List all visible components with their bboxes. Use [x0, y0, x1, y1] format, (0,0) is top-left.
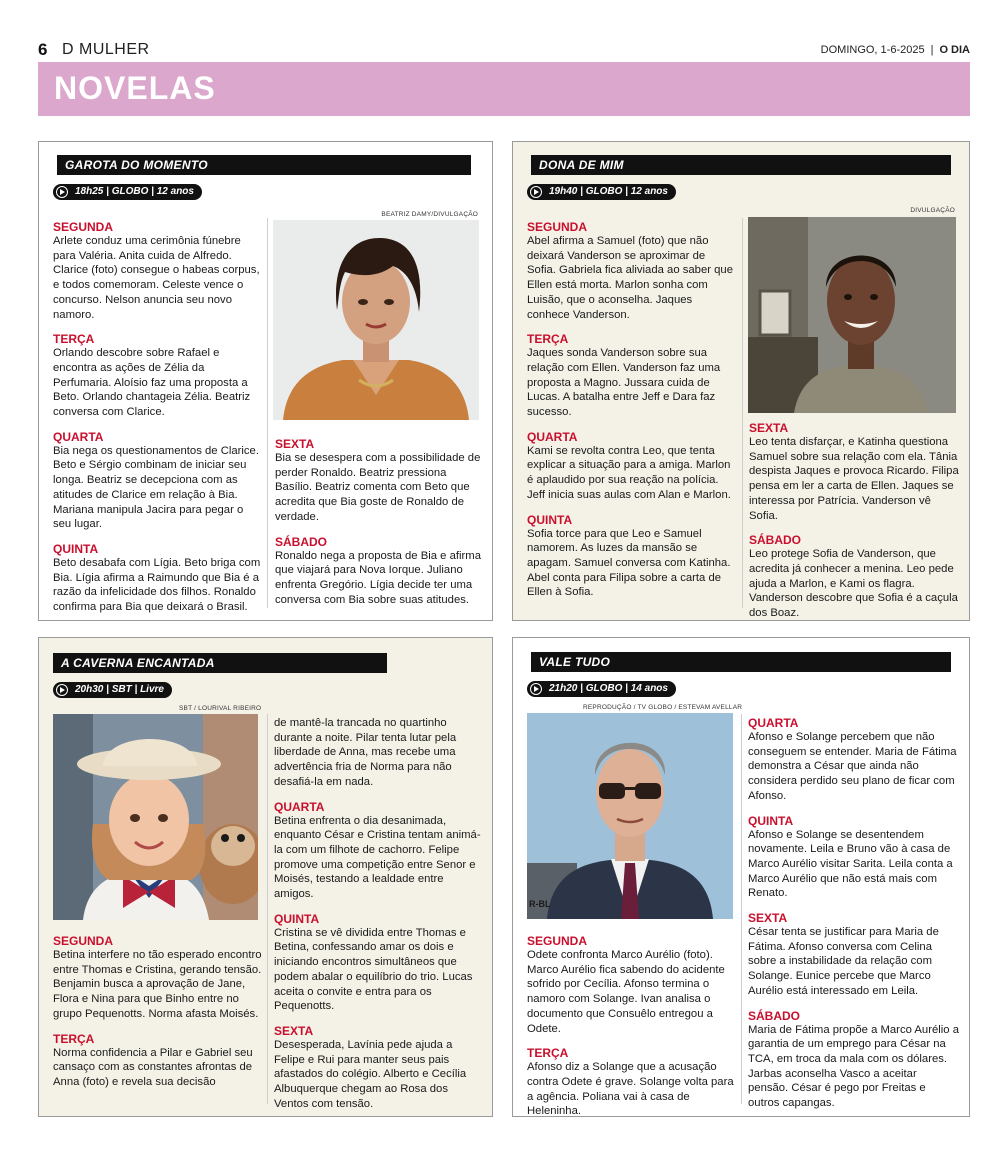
text-column-left — [53, 934, 263, 1090]
day-label: SEXTA — [274, 1023, 314, 1038]
day-label: SÁBADO — [275, 534, 328, 549]
day-label: TERÇA — [527, 1046, 569, 1061]
novela-box-a-caverna-encantada — [38, 637, 493, 1117]
portrait-man-sunglasses-icon — [527, 713, 733, 919]
column-divider — [741, 714, 742, 1104]
day-summary: Jaques sonda Vanderson sobre sua relação com Ellen. Vanderson faz uma proposta a Magno. Jussara cuida de Lucas. A batalha entre Jeff e Dara faz sucesso. — [527, 347, 721, 419]
text-column-left — [527, 934, 737, 1119]
novela-box-garota-do-momento — [38, 141, 493, 621]
broadcast-info — [527, 184, 676, 200]
day-label: SEXTA — [748, 911, 788, 926]
day-summary: Betina interfere no tão esperado encontro entre Thomas e Cristina, gerando tensão. Benjamin busca a aprovação de Jane, Flora e Nina para que Binho entre no grupo Pequenotts. Norma afasta Moisés. — [53, 949, 262, 1020]
day-label: TERÇA — [527, 332, 569, 347]
day-summary: Beto desabafa com Lígia. Beto briga com Bia. Lígia afirma a Raimundo que Bia é a razão da infelicidade dos filhos. Ronaldo confirma para Bia que deixará o Brasil. — [53, 556, 261, 614]
brand-name: O DIA — [939, 44, 970, 56]
photo-credit: BEATRIZ DAMY/DIVULGAÇÃO — [381, 211, 478, 218]
day-summary: Odete confronta Marco Aurélio (foto). Marco Aurélio fica sabendo do acidente sofrido por Cecília. Afonso termina o namoro com Solange. Ivan analisa o documento que Consuêlo entregou a Odete. — [527, 949, 725, 1035]
portrait-man-icon — [748, 217, 956, 413]
day-summary: Bia se desespera com a possibilidade de perder Ronaldo. Beatriz pressiona Basílio. Beatriz comenta com Beto que acredita que Bia goste de Ronaldo de verdade. — [275, 452, 481, 523]
broadcast-info-text: 18h25 | GLOBO | 12 anos — [75, 186, 194, 197]
day-summary-continued: de mantê-la trancada no quartinho durante a noite. Pilar tenta lutar pela liberdade de Anna, mas recebe uma advertência fria de Norma para não desafiá-la em nada. — [274, 717, 457, 788]
photo-credit: DIVULGAÇÃO — [910, 207, 955, 214]
day-label: TERÇA — [53, 1031, 95, 1046]
play-icon — [56, 684, 68, 696]
novela-title: DONA DE MIM — [531, 155, 951, 175]
broadcast-info — [53, 682, 172, 698]
day-summary: Norma confidencia a Pilar e Gabriel seu cansaço com as constantes afrontas de Anna (foto) e revela sua decisão — [53, 1046, 253, 1088]
novela-box-dona-de-mim — [512, 141, 970, 621]
photo-anna — [53, 714, 258, 920]
day-summary: César tenta se justificar para Maria de Fátima. Afonso conversa com Celina sobre a instabilidade da relação com Solange. Eunice percebe que Marco Aurélio está interessado em Leila. — [748, 926, 939, 997]
day-label: QUINTA — [748, 813, 794, 828]
day-label: QUARTA — [53, 429, 104, 444]
day-label: QUINTA — [527, 512, 573, 527]
day-summary: Bia nega os questionamentos de Clarice. Beto e Sérgio combinam de iniciar seu longa. Beatriz se decepciona com as atitudes de Clarice em relação à Bia. Mariana manipula Jacira para pegar o seu lugar. — [53, 444, 259, 531]
day-summary: Afonso e Solange se desentendem novamente. Leila e Bruno vão à casa de Marco Aurélio visitar Sarita. Leila conta a Marco Aurélio que não está mais com Renato. — [748, 828, 953, 900]
day-label: SEXTA — [749, 421, 789, 435]
column-divider — [267, 714, 268, 1104]
day-summary: Orlando descobre sobre Rafael e encontra as ações de Zélia da Perfumaria. Aloísio faz uma proposta a Beto. Orlando chantageia Zélia. Beatriz conversa com Clarice. — [53, 347, 251, 419]
day-summary: Ronaldo nega a proposta de Bia e afirma que viajará para Nova Iorque. Juliano enfrenta Gregório. Lígia decide ter uma conversa com Bia sobre suas atitudes. — [275, 549, 481, 606]
day-summary: Afonso diz a Solange que a acusação contra Odete é grave. Solange volta para a agência. Poliana vai à casa de Heleninha. — [527, 1061, 734, 1118]
day-summary: Leo protege Sofia de Vanderson, que acredita já conhecer a menina. Leo pede ajuda a Marlon, e Kami os flagra. Vanderson descobre que Sofia é a caçula dos Boaz. — [749, 548, 958, 620]
photo-marco-aurelio — [527, 713, 733, 919]
portrait-woman-icon — [273, 220, 479, 420]
day-summary: Betina enfrenta o dia desanimada, enquanto César e Cristina tentam animá-la com um filhote de cachorro. Felipe promove uma competição entre Senor e Moisés, testando a lealdade entre amigos. — [274, 814, 481, 901]
day-label: QUINTA — [53, 541, 99, 556]
photo-credit: SBT / LOURIVAL RIBEIRO — [179, 705, 262, 712]
day-label: SÁBADO — [748, 1008, 801, 1023]
portrait-girl-icon — [53, 714, 258, 920]
text-column-left — [527, 220, 737, 600]
play-icon — [530, 186, 542, 198]
photo-clarice — [273, 220, 479, 420]
day-summary: Desesperada, Lavínia pede ajuda a Felipe e Rui para manter seus pais afastados do colégio. Alberto e Cecília Albuquerque chegam ao Rosa dos Ventos com tensão. — [274, 1038, 467, 1110]
day-label: SEXTA — [275, 437, 315, 451]
day-label: QUINTA — [274, 911, 320, 926]
play-icon — [530, 683, 542, 695]
broadcast-info-text: 20h30 | SBT | Livre — [75, 684, 164, 695]
day-summary: Maria de Fátima propõe a Marco Aurélio a garantia de um emprego para César na TCA, em troca da mala com os dólares. Jarbas aconselha Vasco a aceitar pensão. César é pego por Freitas e outros capangas. — [748, 1023, 959, 1110]
text-column-right — [748, 716, 960, 1111]
column-divider — [267, 218, 268, 608]
day-summary: Leo tenta disfarçar, e Katinha questiona Samuel sobre sua relação com ela. Tânia despista Jaques e provoca Ricardo. Filipa pensa em ler a carta de Ellen. Jaques se interessa por Patrícia. Vanderson vê Sofia. — [749, 436, 959, 522]
broadcast-info-text: 19h40 | GLOBO | 12 anos — [549, 186, 668, 197]
day-label: QUARTA — [274, 799, 325, 814]
day-summary: Sofia torce para que Leo e Samuel namorem. As luzes da mansão se apagam. Samuel conversa com Katinha. Abel conta para Filipa sobre a carta de Ellen à Sofia. — [527, 527, 731, 599]
banner-title: NOVELAS — [54, 70, 216, 106]
day-label: SEGUNDA — [53, 220, 114, 234]
day-label: TERÇA — [53, 332, 95, 347]
broadcast-info — [53, 184, 202, 200]
novela-title: GAROTA DO MOMENTO — [57, 155, 471, 175]
page-number: 6 — [38, 40, 48, 59]
day-label: QUARTA — [527, 429, 578, 444]
text-column-right — [749, 421, 959, 621]
day-label: SEGUNDA — [527, 220, 588, 234]
novela-title: VALE TUDO — [531, 652, 951, 672]
day-summary: Kami se revolta contra Leo, que tenta explicar a situação para a amiga. Marlon é aplaudido por sua reação na polícia. Jeff inicia suas aulas com Alan e Marlon. — [527, 444, 731, 501]
day-label: SEGUNDA — [53, 934, 114, 948]
section-name: D MULHER — [62, 41, 150, 58]
column-divider — [742, 218, 743, 608]
text-column-right — [274, 716, 484, 1111]
issue-separator: | — [930, 44, 934, 56]
day-summary: Abel afirma a Samuel (foto) que não deixará Vanderson se aproximar de Sofia. Gabriela fica aliviada ao saber que Ellen está morta. Marlon sonha com Luisão, que o aconselha. Jaques conhece Vanderson. — [527, 235, 733, 321]
text-column-left — [53, 220, 263, 615]
day-label: QUARTA — [748, 716, 799, 730]
broadcast-info — [527, 681, 676, 697]
issue-date: DOMINGO, 1-6-2025 — [820, 44, 925, 56]
page-header — [38, 40, 970, 60]
day-label: SEGUNDA — [527, 934, 588, 948]
novela-title: A CAVERNA ENCANTADA — [53, 653, 387, 673]
photo-sign-text: R-BL — [529, 899, 551, 909]
day-summary: Arlete conduz uma cerimônia fúnebre para Valéria. Anita cuida de Alfredo. Clarice (foto) consegue o habeas corpus, e todos comemoram. Celeste vence o concurso. Nelson anuncia seu novo namoro. — [53, 235, 260, 321]
text-column-right — [275, 437, 485, 607]
photo-samuel — [748, 217, 956, 413]
day-summary: Afonso e Solange percebem que não conseguem se entender. Maria de Fátima demonstra a César que ainda não considera perdido seu plano de ficar com Afonso. — [748, 731, 957, 802]
issue-info — [821, 44, 970, 56]
section-banner — [38, 62, 970, 116]
play-icon — [56, 186, 68, 198]
photo-credit: REPRODUÇÃO / TV GLOBO / ESTEVAM AVELLAR — [583, 704, 743, 711]
broadcast-info-text: 21h20 | GLOBO | 14 anos — [549, 683, 668, 694]
novela-box-vale-tudo — [512, 637, 970, 1117]
day-summary: Cristina se vê dividida entre Thomas e Betina, confessando amar os dois e iniciando encontros simultâneos que podem abalar o equilíbrio do trio. Lucas aceita o convite e entra para os Pequenotts. — [274, 926, 473, 1013]
day-label: SÁBADO — [749, 533, 802, 548]
